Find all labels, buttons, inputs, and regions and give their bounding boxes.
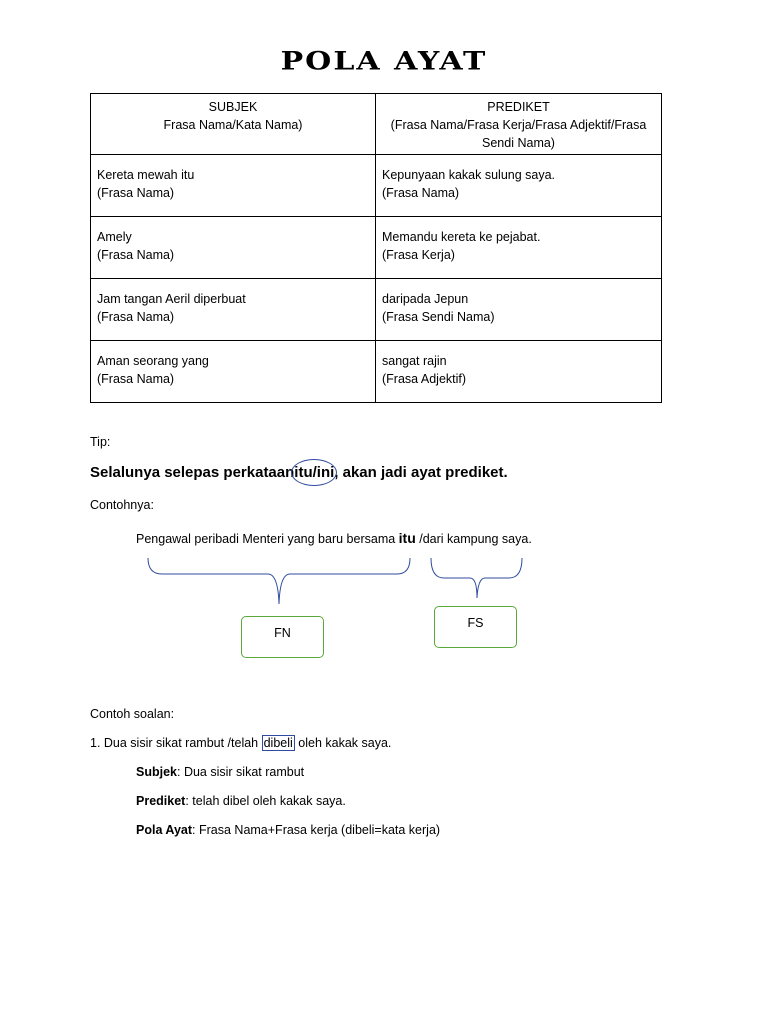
prediket-cell: Kepunyaan kakak sulung saya. (Frasa Nama) [376, 155, 662, 217]
header-prediket: PREDIKET (Frasa Nama/Frasa Kerja/Frasa Adjektif/Frasa Sendi Nama) [376, 94, 662, 155]
prediket-cell: Memandu kereta ke pejabat. (Frasa Kerja) [376, 217, 662, 279]
fs-box: FS [434, 606, 517, 648]
subjek-cell: Jam tangan Aeril diperbuat (Frasa Nama) [91, 279, 376, 341]
subjek-cell: Aman seorang yang (Frasa Nama) [91, 341, 376, 403]
question-line: 1. Dua sisir sikat rambut /telah dibeli oleh kakak saya. [90, 736, 392, 750]
prediket-cell: daripada Jepun (Frasa Sendi Nama) [376, 279, 662, 341]
tip-label: Tip: [90, 435, 111, 449]
tip-sentence: Selalunya selepas perkataanitu/ini, akan jadi ayat prediket. [90, 464, 508, 481]
subjek-cell: Amely (Frasa Nama) [91, 217, 376, 279]
example-label: Contohnya: [90, 498, 154, 512]
answer-prediket: Prediket: telah dibel oleh kakak saya. [136, 794, 346, 808]
answer-subjek: Subjek: Dua sisir sikat rambut [136, 765, 305, 779]
fs-brace [431, 558, 522, 598]
prediket-cell: sangat rajin (Frasa Adjektif) [376, 341, 662, 403]
boxed-dibeli: dibeli [263, 736, 293, 750]
header-subjek: SUBJEK Frasa Nama/Kata Nama) [91, 94, 376, 155]
circled-itu-ini: itu/ini [294, 464, 335, 481]
question-label: Contoh soalan: [90, 707, 175, 721]
fn-box: FN [241, 616, 324, 658]
page-title: POLA AYAT [280, 46, 488, 77]
subjek-cell: Kereta mewah itu (Frasa Nama) [91, 155, 376, 217]
answer-pola-ayat: Pola Ayat: Frasa Nama+Frasa kerja (dibeli=kata kerja) [136, 823, 441, 837]
example-sentence: Pengawal peribadi Menteri yang baru bersama itu /dari kampung saya. [136, 530, 532, 546]
fn-brace [148, 558, 410, 604]
